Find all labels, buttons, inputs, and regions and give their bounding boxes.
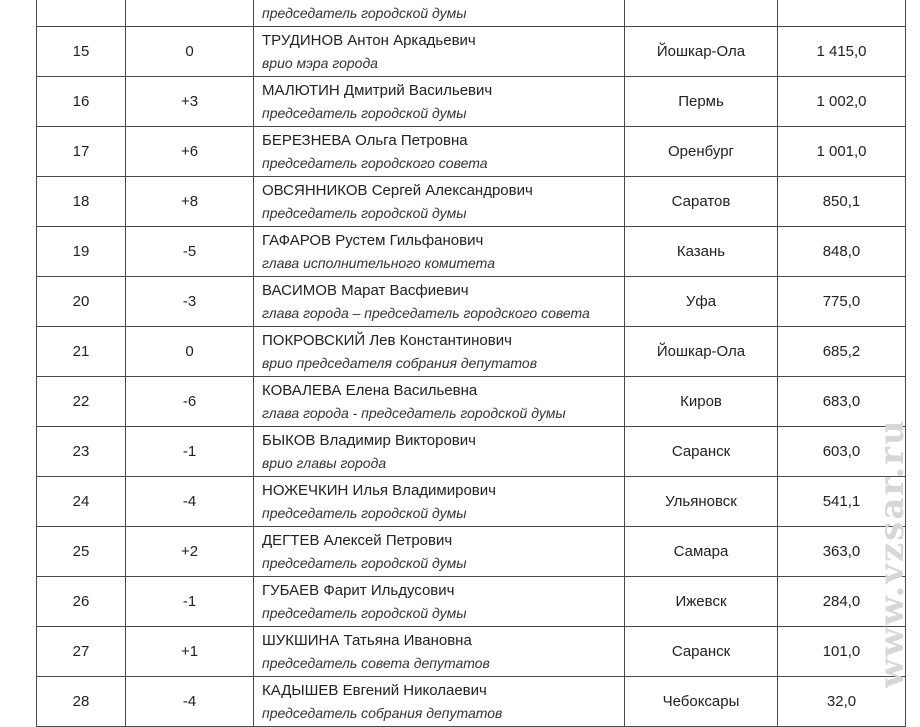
person-cell [254,177,625,227]
ranking-table-container [36,0,905,727]
table-row [37,27,906,77]
table-row [37,227,906,277]
table-row [37,77,906,127]
change-cell [126,0,254,27]
rank-cell: 19 [37,227,126,277]
person-position: председатель городской думы [262,4,467,21]
change-cell: -5 [126,227,254,277]
city-cell: Саранск [625,427,778,477]
person-name: ШУКШИНА Татьяна Ивановна [262,631,472,649]
person-position: председатель городской думы [262,504,467,521]
person-name: КОВАЛЕВА Елена Васильевна [262,381,478,399]
person-position: глава города - председатель городской думы [262,404,566,421]
table-row [37,127,906,177]
person-name: БЫКОВ Владимир Викторович [262,431,476,449]
city-cell: Чебоксары [625,677,778,727]
change-cell: -4 [126,477,254,527]
value-cell: 363,0 [778,527,906,577]
city-cell: Пермь [625,77,778,127]
change-cell: 0 [126,27,254,77]
person-position: председатель городского совета [262,154,488,171]
value-cell: 284,0 [778,577,906,627]
person-cell [254,577,625,627]
rank-cell: 26 [37,577,126,627]
person-cell [254,627,625,677]
person-cell [254,27,625,77]
change-cell: +2 [126,527,254,577]
table-row [37,327,906,377]
person-name: ПОКРОВСКИЙ Лев Константинович [262,331,512,349]
person-cell [254,677,625,727]
person-cell [254,277,625,327]
table-row [37,377,906,427]
table-row [37,527,906,577]
city-cell: Оренбург [625,127,778,177]
person-position: председатель совета депутатов [262,654,490,671]
person-name: ОВСЯННИКОВ Сергей Александрович [262,181,533,199]
person-name: ГУБАЕВ Фарит Ильдусович [262,581,455,599]
change-cell: +8 [126,177,254,227]
value-cell: 541,1 [778,477,906,527]
change-cell: -4 [126,677,254,727]
rank-cell: 27 [37,627,126,677]
change-cell: -6 [126,377,254,427]
table-row [37,677,906,727]
city-cell: Казань [625,227,778,277]
person-position: председатель собрания депутатов [262,704,503,721]
person-position: председатель городской думы [262,204,467,221]
change-cell: -1 [126,577,254,627]
person-position: председатель городской думы [262,604,467,621]
rank-cell [37,0,126,27]
table-row [37,477,906,527]
person-position: глава исполнительного комитета [262,254,495,271]
city-cell [625,0,778,27]
person-cell [254,527,625,577]
value-cell: 603,0 [778,427,906,477]
person-position: врио мэра города [262,54,378,71]
value-cell: 32,0 [778,677,906,727]
ranking-table [36,0,906,727]
site-watermark: www.vzsar.ru [872,418,912,688]
city-cell: Саранск [625,627,778,677]
person-name: КАДЫШЕВ Евгений Николаевич [262,681,487,699]
person-position: врио председателя собрания депутатов [262,354,538,371]
rank-cell: 20 [37,277,126,327]
person-cell [254,377,625,427]
person-name: ДЕГТЕВ Алексей Петрович [262,531,453,549]
value-cell: 850,1 [778,177,906,227]
value-cell: 101,0 [778,627,906,677]
change-cell: -1 [126,427,254,477]
person-name: ВАСИМОВ Марат Васфиевич [262,281,469,299]
change-cell: +3 [126,77,254,127]
person-position: председатель городской думы [262,554,467,571]
person-position: глава города – председатель городского совета [262,304,590,321]
city-cell: Уфа [625,277,778,327]
person-name: МАЛЮТИН Дмитрий Васильевич [262,81,493,99]
rank-cell: 15 [37,27,126,77]
table-row [37,577,906,627]
person-position: врио главы города [262,454,387,471]
person-name: ТРУДИНОВ Антон Аркадьевич [262,31,476,49]
rank-cell: 18 [37,177,126,227]
person-cell [254,77,625,127]
change-cell: 0 [126,327,254,377]
person-cell [254,477,625,527]
person-cell [254,0,625,27]
rank-cell: 24 [37,477,126,527]
person-cell [254,427,625,477]
table-row [37,427,906,477]
table-row-partial [37,0,906,27]
person-position: председатель городской думы [262,104,467,121]
table-row [37,277,906,327]
change-cell: -3 [126,277,254,327]
person-name: БЕРЕЗНЕВА Ольга Петровна [262,131,468,149]
city-cell: Киров [625,377,778,427]
value-cell: 1 001,0 [778,127,906,177]
change-cell: +6 [126,127,254,177]
city-cell: Йошкар-Ола [625,327,778,377]
ranking-table-body [37,0,906,727]
city-cell: Саратов [625,177,778,227]
table-row [37,627,906,677]
rank-cell: 22 [37,377,126,427]
person-name: ГАФАРОВ Рустем Гильфанович [262,231,484,249]
city-cell: Самара [625,527,778,577]
city-cell: Ульяновск [625,477,778,527]
person-cell [254,127,625,177]
person-cell [254,227,625,277]
rank-cell: 23 [37,427,126,477]
value-cell [778,0,906,27]
value-cell: 1 002,0 [778,77,906,127]
city-cell: Ижевск [625,577,778,627]
value-cell: 1 415,0 [778,27,906,77]
table-row [37,177,906,227]
value-cell: 848,0 [778,227,906,277]
person-name: НОЖЕЧКИН Илья Владимирович [262,481,496,499]
rank-cell: 16 [37,77,126,127]
person-cell [254,327,625,377]
value-cell: 775,0 [778,277,906,327]
change-cell: +1 [126,627,254,677]
rank-cell: 17 [37,127,126,177]
rank-cell: 21 [37,327,126,377]
city-cell: Йошкар-Ола [625,27,778,77]
value-cell: 683,0 [778,377,906,427]
rank-cell: 28 [37,677,126,727]
value-cell: 685,2 [778,327,906,377]
rank-cell: 25 [37,527,126,577]
